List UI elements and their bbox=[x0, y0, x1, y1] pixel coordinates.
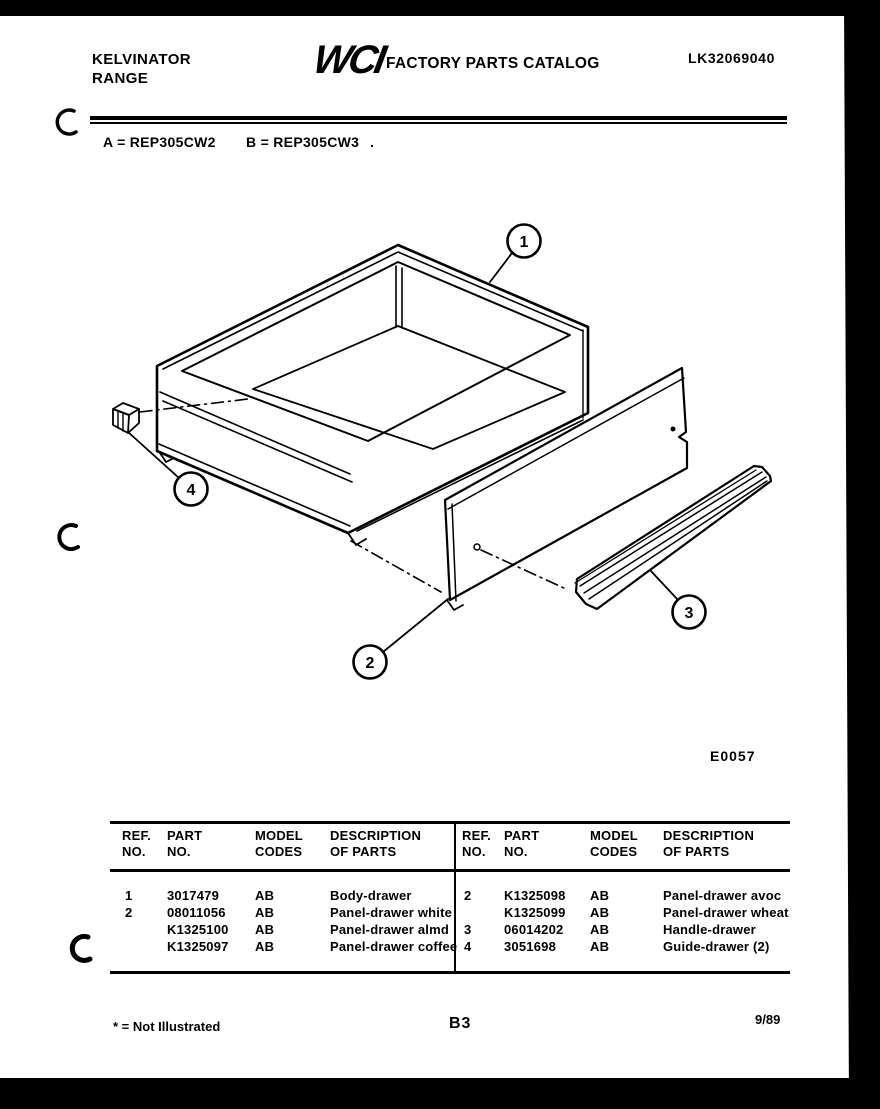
punch-hole-marks bbox=[57, 110, 90, 960]
publication-number: LK32069040 bbox=[688, 50, 775, 66]
part-no: K1325098 bbox=[504, 888, 566, 903]
model-codes: AB bbox=[590, 939, 610, 954]
panel-screw-hole bbox=[671, 427, 676, 432]
ref-no bbox=[122, 922, 167, 939]
part-description: Panel-drawer coffee bbox=[330, 939, 458, 954]
part-no: K1325097 bbox=[167, 939, 229, 954]
drawer-panel-part bbox=[445, 368, 687, 610]
callout-number-1: 1 bbox=[519, 234, 529, 251]
callout-balloons bbox=[175, 225, 706, 679]
ref-no bbox=[462, 905, 504, 922]
ref-no: 4 bbox=[464, 939, 472, 954]
part-description: Panel-drawer white bbox=[330, 905, 453, 920]
part-description: Panel-drawer almd bbox=[330, 922, 449, 937]
catalog-title: FACTORY PARTS CATALOG bbox=[386, 55, 600, 72]
part-description: Panel-drawer avoc bbox=[663, 888, 782, 903]
part-no: 3017479 bbox=[167, 888, 220, 903]
column-header-model: MODEL CODES bbox=[590, 828, 638, 859]
model-codes: AB bbox=[255, 905, 275, 920]
model-codes: AB bbox=[255, 888, 275, 903]
ref-no: 2 bbox=[125, 905, 133, 920]
drawer-handle-part bbox=[575, 466, 771, 609]
part-description: Body-drawer bbox=[330, 888, 412, 903]
column-header-part: PART NO. bbox=[167, 828, 203, 859]
column-header-part: PART NO. bbox=[504, 828, 540, 859]
model-code-a: A = REP305CW2 bbox=[103, 134, 216, 150]
wci-logo: WCI bbox=[310, 38, 387, 82]
column-header-ref: REF. NO. bbox=[462, 828, 491, 859]
brand-product: RANGE bbox=[92, 70, 149, 87]
ref-no: 2 bbox=[464, 888, 472, 903]
part-no: K1325100 bbox=[167, 922, 229, 937]
model-codes: AB bbox=[590, 888, 610, 903]
model-codes: AB bbox=[590, 905, 610, 920]
parts-table-right bbox=[462, 828, 808, 956]
brand-name: KELVINATOR bbox=[92, 51, 192, 68]
part-no: 3051698 bbox=[504, 939, 557, 954]
column-header-description: DESCRIPTION OF PARTS bbox=[330, 828, 422, 859]
part-description: Handle-drawer bbox=[663, 922, 756, 937]
drawer-guide-part bbox=[113, 403, 139, 433]
callout-leader-lines bbox=[128, 253, 678, 652]
part-no: 06014202 bbox=[504, 922, 564, 937]
model-code-b: B = REP305CW3 bbox=[246, 134, 360, 150]
column-header-description: DESCRIPTION OF PARTS bbox=[663, 828, 755, 859]
table-top-rule bbox=[110, 821, 790, 824]
figure-code: E0057 bbox=[710, 748, 756, 764]
callout-number-2: 2 bbox=[365, 655, 375, 672]
column-header-ref: REF. NO. bbox=[122, 828, 151, 859]
drawer-body-part bbox=[157, 245, 588, 545]
parts-table-left bbox=[122, 828, 475, 956]
ref-no: 3 bbox=[464, 922, 472, 937]
panel-screw-hole bbox=[474, 544, 480, 550]
part-description: Panel-drawer wheat bbox=[663, 905, 789, 920]
page-number: B3 bbox=[449, 1015, 472, 1032]
model-codes: AB bbox=[255, 939, 275, 954]
not-illustrated-footnote: * = Not Illustrated bbox=[113, 1019, 221, 1034]
part-description: Guide-drawer (2) bbox=[663, 939, 770, 954]
model-line-period: . bbox=[370, 134, 375, 150]
callout-number-4: 4 bbox=[186, 482, 196, 499]
ref-no: 1 bbox=[125, 888, 133, 903]
table-bottom-rule bbox=[110, 971, 790, 974]
callout-number-3: 3 bbox=[684, 605, 694, 622]
part-no: K1325099 bbox=[504, 905, 566, 920]
date-code: 9/89 bbox=[755, 1012, 781, 1027]
part-no: 08011056 bbox=[167, 905, 226, 920]
model-codes: AB bbox=[255, 922, 275, 937]
ref-no bbox=[122, 939, 167, 956]
column-header-model: MODEL CODES bbox=[255, 828, 303, 859]
model-codes: AB bbox=[590, 922, 610, 937]
